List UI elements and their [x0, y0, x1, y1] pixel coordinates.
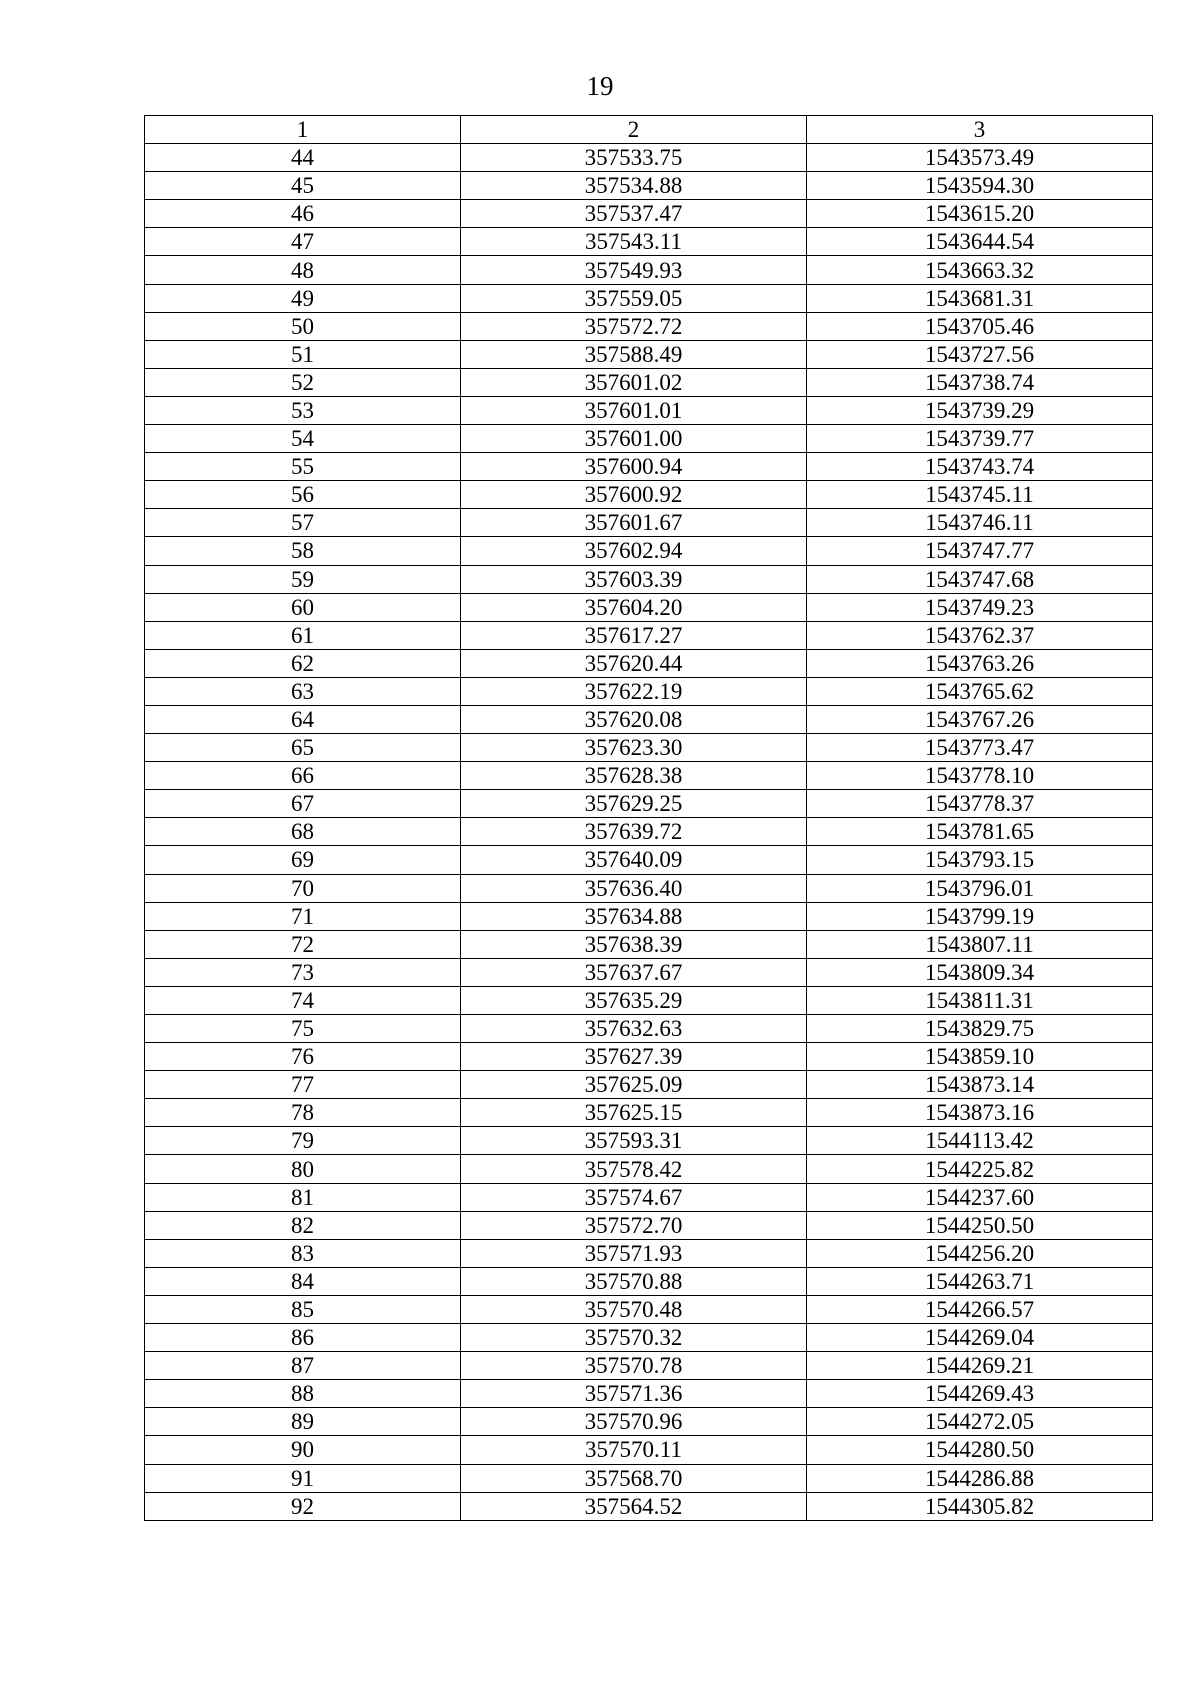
point-number-cell: 54 — [145, 425, 461, 453]
x-coordinate-cell: 357622.19 — [461, 677, 807, 705]
point-number-cell: 81 — [145, 1183, 461, 1211]
x-coordinate-cell: 357602.94 — [461, 537, 807, 565]
x-coordinate-cell: 357534.88 — [461, 172, 807, 200]
x-coordinate-cell: 357635.29 — [461, 986, 807, 1014]
table-row — [145, 565, 1153, 593]
x-coordinate-cell: 357637.67 — [461, 958, 807, 986]
y-coordinate-cell: 1544225.82 — [807, 1155, 1153, 1183]
x-coordinate-cell: 357620.44 — [461, 649, 807, 677]
x-coordinate-cell: 357537.47 — [461, 200, 807, 228]
table-row — [145, 172, 1153, 200]
table-row — [145, 874, 1153, 902]
y-coordinate-cell: 1544269.21 — [807, 1352, 1153, 1380]
table-row — [145, 1492, 1153, 1520]
y-coordinate-cell: 1543594.30 — [807, 172, 1153, 200]
x-coordinate-cell: 357601.67 — [461, 509, 807, 537]
point-number-cell: 83 — [145, 1239, 461, 1267]
point-number-cell: 71 — [145, 902, 461, 930]
x-coordinate-cell: 357625.15 — [461, 1099, 807, 1127]
point-number-cell: 67 — [145, 790, 461, 818]
y-coordinate-cell: 1543799.19 — [807, 902, 1153, 930]
y-coordinate-cell: 1543811.31 — [807, 986, 1153, 1014]
point-number-cell: 84 — [145, 1267, 461, 1295]
x-coordinate-cell: 357588.49 — [461, 340, 807, 368]
y-coordinate-cell: 1543778.37 — [807, 790, 1153, 818]
table-row — [145, 705, 1153, 733]
table-row — [145, 1324, 1153, 1352]
header-cell-col-1: 1 — [145, 116, 461, 144]
table-row — [145, 1408, 1153, 1436]
x-coordinate-cell: 357570.88 — [461, 1267, 807, 1295]
table-row — [145, 677, 1153, 705]
table-row — [145, 1015, 1153, 1043]
point-number-cell: 62 — [145, 649, 461, 677]
x-coordinate-cell: 357640.09 — [461, 846, 807, 874]
point-number-cell: 69 — [145, 846, 461, 874]
point-number-cell: 79 — [145, 1127, 461, 1155]
point-number-cell: 90 — [145, 1436, 461, 1464]
table-row — [145, 340, 1153, 368]
y-coordinate-cell: 1544113.42 — [807, 1127, 1153, 1155]
point-number-cell: 46 — [145, 200, 461, 228]
point-number-cell: 52 — [145, 368, 461, 396]
point-number-cell: 92 — [145, 1492, 461, 1520]
table-row — [145, 509, 1153, 537]
table-row — [145, 481, 1153, 509]
point-number-cell: 68 — [145, 818, 461, 846]
table-row — [145, 1155, 1153, 1183]
y-coordinate-cell: 1543873.16 — [807, 1099, 1153, 1127]
x-coordinate-cell: 357564.52 — [461, 1492, 807, 1520]
table-row — [145, 284, 1153, 312]
table-row — [145, 200, 1153, 228]
y-coordinate-cell: 1543705.46 — [807, 312, 1153, 340]
point-number-cell: 61 — [145, 621, 461, 649]
y-coordinate-cell: 1544269.43 — [807, 1380, 1153, 1408]
x-coordinate-cell: 357572.72 — [461, 312, 807, 340]
point-number-cell: 44 — [145, 144, 461, 172]
table-row — [145, 1352, 1153, 1380]
x-coordinate-cell: 357578.42 — [461, 1155, 807, 1183]
y-coordinate-cell: 1544263.71 — [807, 1267, 1153, 1295]
x-coordinate-cell: 357601.01 — [461, 396, 807, 424]
table-row — [145, 144, 1153, 172]
table-row — [145, 1295, 1153, 1323]
point-number-cell: 59 — [145, 565, 461, 593]
table-row — [145, 649, 1153, 677]
x-coordinate-cell: 357593.31 — [461, 1127, 807, 1155]
table-row — [145, 425, 1153, 453]
y-coordinate-cell: 1543739.29 — [807, 396, 1153, 424]
y-coordinate-cell: 1544250.50 — [807, 1211, 1153, 1239]
header-cell-col-3: 3 — [807, 116, 1153, 144]
y-coordinate-cell: 1543796.01 — [807, 874, 1153, 902]
y-coordinate-cell: 1544237.60 — [807, 1183, 1153, 1211]
header-cell-col-2: 2 — [461, 116, 807, 144]
y-coordinate-cell: 1543573.49 — [807, 144, 1153, 172]
table-row — [145, 1211, 1153, 1239]
x-coordinate-cell: 357628.38 — [461, 762, 807, 790]
table-row — [145, 902, 1153, 930]
point-number-cell: 56 — [145, 481, 461, 509]
x-coordinate-cell: 357549.93 — [461, 256, 807, 284]
table-row — [145, 396, 1153, 424]
x-coordinate-cell: 357570.11 — [461, 1436, 807, 1464]
x-coordinate-cell: 357620.08 — [461, 705, 807, 733]
x-coordinate-cell: 357638.39 — [461, 930, 807, 958]
y-coordinate-cell: 1543743.74 — [807, 453, 1153, 481]
y-coordinate-cell: 1543778.10 — [807, 762, 1153, 790]
table-row — [145, 537, 1153, 565]
x-coordinate-cell: 357572.70 — [461, 1211, 807, 1239]
x-coordinate-cell: 357601.02 — [461, 368, 807, 396]
table-header-row — [145, 116, 1153, 144]
x-coordinate-cell: 357570.48 — [461, 1295, 807, 1323]
y-coordinate-cell: 1543749.23 — [807, 593, 1153, 621]
x-coordinate-cell: 357604.20 — [461, 593, 807, 621]
x-coordinate-cell: 357629.25 — [461, 790, 807, 818]
point-number-cell: 74 — [145, 986, 461, 1014]
table-row — [145, 1436, 1153, 1464]
x-coordinate-cell: 357574.67 — [461, 1183, 807, 1211]
x-coordinate-cell: 357570.78 — [461, 1352, 807, 1380]
point-number-cell: 87 — [145, 1352, 461, 1380]
table-row — [145, 1380, 1153, 1408]
point-number-cell: 64 — [145, 705, 461, 733]
table-row — [145, 1267, 1153, 1295]
table-row — [145, 453, 1153, 481]
y-coordinate-cell: 1543738.74 — [807, 368, 1153, 396]
x-coordinate-cell: 357543.11 — [461, 228, 807, 256]
y-coordinate-cell: 1543807.11 — [807, 930, 1153, 958]
table-row — [145, 1043, 1153, 1071]
y-coordinate-cell: 1543745.11 — [807, 481, 1153, 509]
point-number-cell: 73 — [145, 958, 461, 986]
y-coordinate-cell: 1543747.68 — [807, 565, 1153, 593]
x-coordinate-cell: 357571.93 — [461, 1239, 807, 1267]
table-row — [145, 930, 1153, 958]
y-coordinate-cell: 1544256.20 — [807, 1239, 1153, 1267]
table-row — [145, 1071, 1153, 1099]
x-coordinate-cell: 357623.30 — [461, 734, 807, 762]
table-row — [145, 734, 1153, 762]
table-row — [145, 958, 1153, 986]
y-coordinate-cell: 1543763.26 — [807, 649, 1153, 677]
point-number-cell: 72 — [145, 930, 461, 958]
coordinates-table — [144, 115, 1153, 1521]
point-number-cell: 55 — [145, 453, 461, 481]
point-number-cell: 51 — [145, 340, 461, 368]
point-number-cell: 70 — [145, 874, 461, 902]
y-coordinate-cell: 1544286.88 — [807, 1464, 1153, 1492]
x-coordinate-cell: 357571.36 — [461, 1380, 807, 1408]
point-number-cell: 75 — [145, 1015, 461, 1043]
point-number-cell: 63 — [145, 677, 461, 705]
table-row — [145, 593, 1153, 621]
y-coordinate-cell: 1543644.54 — [807, 228, 1153, 256]
y-coordinate-cell: 1543746.11 — [807, 509, 1153, 537]
table-row — [145, 762, 1153, 790]
y-coordinate-cell: 1543829.75 — [807, 1015, 1153, 1043]
x-coordinate-cell: 357639.72 — [461, 818, 807, 846]
point-number-cell: 45 — [145, 172, 461, 200]
x-coordinate-cell: 357636.40 — [461, 874, 807, 902]
y-coordinate-cell: 1544269.04 — [807, 1324, 1153, 1352]
table-row — [145, 1099, 1153, 1127]
table-row — [145, 228, 1153, 256]
y-coordinate-cell: 1543773.47 — [807, 734, 1153, 762]
point-number-cell: 89 — [145, 1408, 461, 1436]
y-coordinate-cell: 1543873.14 — [807, 1071, 1153, 1099]
y-coordinate-cell: 1543781.65 — [807, 818, 1153, 846]
x-coordinate-cell: 357559.05 — [461, 284, 807, 312]
point-number-cell: 60 — [145, 593, 461, 621]
table-row — [145, 986, 1153, 1014]
table-row — [145, 368, 1153, 396]
y-coordinate-cell: 1543681.31 — [807, 284, 1153, 312]
y-coordinate-cell: 1543809.34 — [807, 958, 1153, 986]
table-row — [145, 1239, 1153, 1267]
point-number-cell: 80 — [145, 1155, 461, 1183]
x-coordinate-cell: 357533.75 — [461, 144, 807, 172]
y-coordinate-cell: 1544272.05 — [807, 1408, 1153, 1436]
y-coordinate-cell: 1543747.77 — [807, 537, 1153, 565]
y-coordinate-cell: 1543793.15 — [807, 846, 1153, 874]
y-coordinate-cell: 1543615.20 — [807, 200, 1153, 228]
x-coordinate-cell: 357570.32 — [461, 1324, 807, 1352]
y-coordinate-cell: 1543859.10 — [807, 1043, 1153, 1071]
y-coordinate-cell: 1543762.37 — [807, 621, 1153, 649]
point-number-cell: 65 — [145, 734, 461, 762]
x-coordinate-cell: 357601.00 — [461, 425, 807, 453]
x-coordinate-cell: 357603.39 — [461, 565, 807, 593]
x-coordinate-cell: 357627.39 — [461, 1043, 807, 1071]
point-number-cell: 58 — [145, 537, 461, 565]
point-number-cell: 88 — [145, 1380, 461, 1408]
y-coordinate-cell: 1543765.62 — [807, 677, 1153, 705]
point-number-cell: 53 — [145, 396, 461, 424]
page-number: 19 — [586, 71, 614, 101]
point-number-cell: 85 — [145, 1295, 461, 1323]
x-coordinate-cell: 357617.27 — [461, 621, 807, 649]
point-number-cell: 76 — [145, 1043, 461, 1071]
point-number-cell: 78 — [145, 1099, 461, 1127]
point-number-cell: 50 — [145, 312, 461, 340]
point-number-cell: 66 — [145, 762, 461, 790]
point-number-cell: 47 — [145, 228, 461, 256]
x-coordinate-cell: 357600.92 — [461, 481, 807, 509]
y-coordinate-cell: 1543767.26 — [807, 705, 1153, 733]
table-row — [145, 1127, 1153, 1155]
table-row — [145, 256, 1153, 284]
x-coordinate-cell: 357634.88 — [461, 902, 807, 930]
x-coordinate-cell: 357570.96 — [461, 1408, 807, 1436]
table-row — [145, 1183, 1153, 1211]
table-row — [145, 312, 1153, 340]
point-number-cell: 77 — [145, 1071, 461, 1099]
point-number-cell: 49 — [145, 284, 461, 312]
point-number-cell: 82 — [145, 1211, 461, 1239]
y-coordinate-cell: 1543739.77 — [807, 425, 1153, 453]
x-coordinate-cell: 357568.70 — [461, 1464, 807, 1492]
table-row — [145, 621, 1153, 649]
table-body — [145, 144, 1153, 1521]
x-coordinate-cell: 357625.09 — [461, 1071, 807, 1099]
y-coordinate-cell: 1544280.50 — [807, 1436, 1153, 1464]
x-coordinate-cell: 357632.63 — [461, 1015, 807, 1043]
y-coordinate-cell: 1543727.56 — [807, 340, 1153, 368]
table-row — [145, 846, 1153, 874]
y-coordinate-cell: 1543663.32 — [807, 256, 1153, 284]
table-row — [145, 1464, 1153, 1492]
y-coordinate-cell: 1544305.82 — [807, 1492, 1153, 1520]
y-coordinate-cell: 1544266.57 — [807, 1295, 1153, 1323]
table-row — [145, 790, 1153, 818]
point-number-cell: 57 — [145, 509, 461, 537]
x-coordinate-cell: 357600.94 — [461, 453, 807, 481]
point-number-cell: 48 — [145, 256, 461, 284]
table-row — [145, 818, 1153, 846]
point-number-cell: 86 — [145, 1324, 461, 1352]
point-number-cell: 91 — [145, 1464, 461, 1492]
